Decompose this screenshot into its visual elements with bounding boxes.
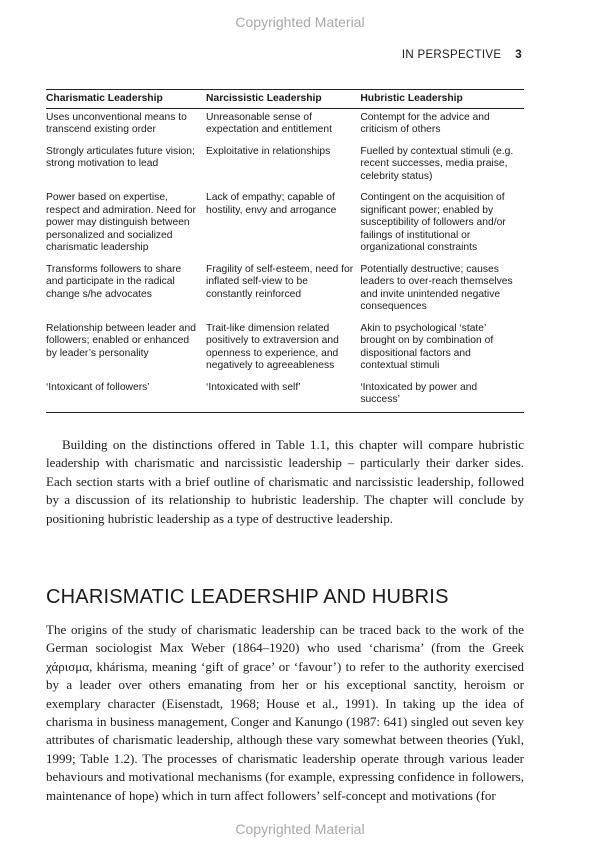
watermark-bottom: Copyrighted Material	[235, 821, 365, 837]
table-cell: Fragility of self-esteem, need for inflated self-view to be constantly reinforced	[206, 263, 354, 300]
table-cell: Trait-like dimension related positively to extraversion and openness to experience, and negatively to agreeableness	[206, 322, 339, 371]
table-cell: Exploitative in relationships	[206, 145, 331, 157]
table-row	[46, 320, 524, 379]
table-cell: ‘Intoxicated by power and success’	[360, 379, 524, 413]
table-cell: ‘Intoxicated with self’	[206, 379, 360, 413]
table-cell: Potentially destructive; causes leaders to over-reach themselves and invite unintended negative consequences	[360, 263, 513, 312]
table-cell: Relationship between leader and followers; enabled or enhanced by leader’s personality	[46, 322, 196, 359]
leadership-comparison-table	[46, 89, 524, 413]
table-row	[46, 189, 524, 261]
page-number: 3	[515, 49, 522, 61]
column-header: Hubristic Leadership	[360, 90, 524, 109]
table-cell: Contempt for the advice and criticism of others	[360, 111, 490, 135]
table-row	[46, 379, 524, 413]
body-paragraph: Building on the distinctions offered in Table 1.1, this chapter will compare hubristic leadership with charismatic and narcissistic leadership – particularly their darker sides. Each section starts with a brief outline of charismatic and narcissistic leadership, followed by a discussion of its relationship to hubristic leadership. The chapter will conclude by positioning hubristic leadership as a type of destructive leadership.	[46, 437, 524, 526]
column-header: Charismatic Leadership	[46, 90, 206, 109]
running-head	[402, 49, 522, 61]
table-cell: ‘Intoxicant of followers’	[46, 379, 206, 413]
column-header: Narcissistic Leadership	[206, 90, 360, 109]
table-cell: Strongly articulates future vision; strong motivation to lead	[46, 145, 195, 169]
section-heading: CHARISMATIC LEADERSHIP AND HUBRIS	[46, 586, 449, 608]
table-cell: Unreasonable sense of expectation and entitlement	[206, 111, 332, 135]
table-cell: Contingent on the acquisition of significant power; enabled by susceptibility of followers and/or failings of institutional or organizational constraints	[360, 192, 506, 253]
table-cell: Lack of empathy; capable of hostility, envy and arrogance	[206, 192, 337, 216]
table-header-row	[46, 90, 524, 109]
table-row	[46, 261, 524, 320]
table-row	[46, 108, 524, 143]
table-cell: Akin to psychological ‘state’ brought on by combination of dispositional factors and contextual stimuli	[360, 322, 494, 371]
table-cell: Transforms followers to share and participate in the radical change s/he advocates	[46, 263, 182, 300]
table-row	[46, 143, 524, 190]
watermark-top: Copyrighted Material	[235, 14, 365, 30]
table-cell: Uses unconventional means to transcend existing order	[46, 111, 187, 135]
running-head-title: IN PERSPECTIVE	[401, 49, 502, 61]
table-cell: Fuelled by contextual stimuli (e.g. recent successes, media praise, celebrity status)	[360, 145, 514, 182]
table-cell: Power based on expertise, respect and admiration. Need for power may distinguish between personalized and socialized charismatic leadership	[46, 192, 196, 253]
body-paragraph: The origins of the study of charismatic leadership can be traced back to the work of the German sociologist Max Weber (1864–1920) who used ‘charisma’ (from the Greek χάρισμα, khárisma, meaning ‘gift of grace’ or ‘favour’) to refer to the authority exercised by a leader over others emanating from her or his exceptional sanctity, heroism or exemplary character (Eisenstadt, 1968; House et al., 1991). In taking up the idea of charisma in business management, Conger and Kanungo (1987: 641) singled out seven key attributes of charismatic leadership, although these vary somewhat between theories (Yukl, 1999; Table 1.2). The processes of charismatic leadership operate through various leader behaviours and motivational mechanisms (for example, expressing confidence in followers, maintenance of hope) which in turn affect followers’ self-concept and motivations (for	[46, 622, 524, 803]
